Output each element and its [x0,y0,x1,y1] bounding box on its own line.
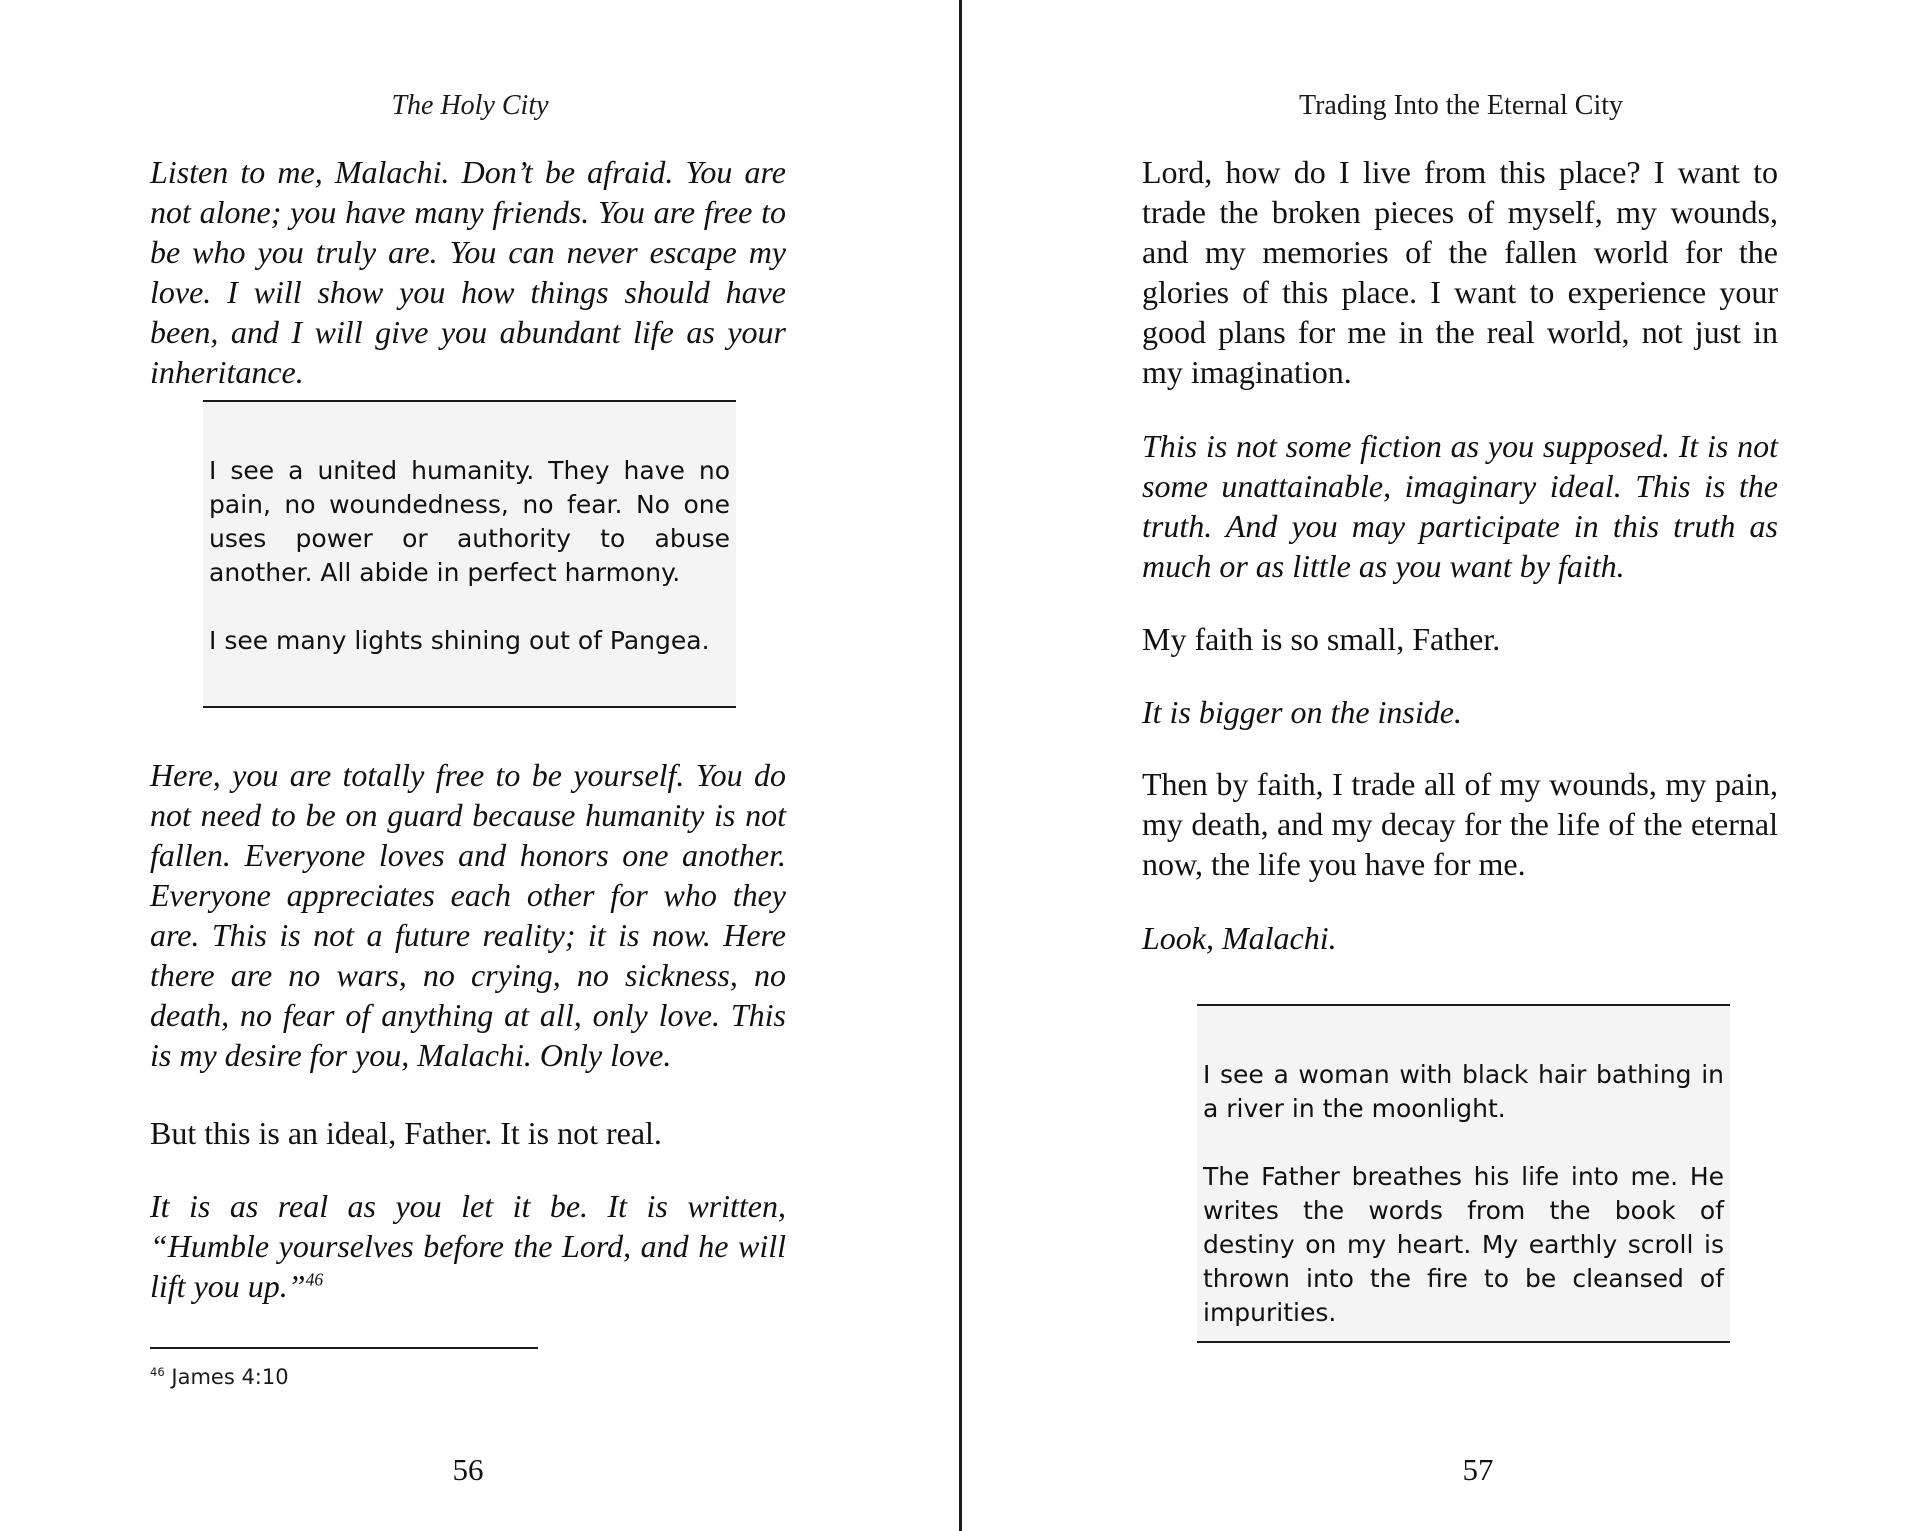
right-paragraph-3: My faith is so small, Father. [1142,621,1501,657]
right-paragraph-1: Lord, how do I live from this place? I want to trade the broken pieces of myself, my wounds, and my memories of the fallen world for the glories of this place. I want to experience your good plans for me in the real world, not just in my imagination. [1142,154,1778,390]
left-page [0,0,959,1531]
right-paragraph-5: Then by faith, I trade all of my wounds, my pain, my death, and my decay for the life of the eternal now, the life you have for me. [1142,766,1778,882]
right-vision-callout [1197,1004,1730,1343]
left-callout-paragraph-2: I see many lights shining out of Pangea. [209,626,710,655]
right-callout-paragraph-2: The Father breathes his life into me. He writes the words from the book of destiny on my heart. My earthly scroll is thrown into the fire to be cleansed of impurities. [1203,1162,1724,1327]
page-number-right: 57 [1462,1452,1494,1487]
left-paragraph-4-text: It is as real as you let it be. It is written, “Humble yourselves before the Lord, and he will lift you up.” [150,1188,786,1304]
left-paragraph-1: Listen to me, Malachi. Don’t be afraid. You are not alone; you have many friends. You are free to be who you truly are. You can never escape my love. I will show you how things should have been, and I will give you abundant life as your inheritance. [150,154,786,390]
footnote-number: 46 [150,1365,165,1379]
left-paragraph-4 [150,1186,786,1306]
footnote-reference: 46 [305,1269,324,1290]
left-callout-paragraph-1: I see a united humanity. They have no pain, no woundedness, no fear. No one uses power or authority to abuse another. All abide in perfect harmony. [209,456,730,587]
left-vision-callout [203,400,736,708]
left-paragraph-2: Here, you are totally free to be yourself. You do not need to be on guard because humanity is not fallen. Everyone loves and honors one another. Everyone appreciates each other for who they are. This is not a future reality; it is now. Here there are no wars, no crying, no sickness, no death, no fear of anything at all, only love. This is my desire for you, Malachi. Only love. [150,757,786,1073]
right-paragraph-2: This is not some fiction as you supposed. It is not some unattainable, imaginary ideal. This is the truth. And you may participate in this truth as much or as little as you want by faith. [1142,428,1778,584]
footnote-divider [150,1347,538,1349]
running-head-left: The Holy City [391,90,549,121]
running-head-right: Trading Into the Eternal City [1298,90,1624,121]
right-paragraph-6: Look, Malachi. [1142,920,1337,956]
right-paragraph-4: It is bigger on the inside. [1142,694,1462,730]
left-paragraph-3: But this is an ideal, Father. It is not real. [150,1115,662,1151]
right-page [961,0,1920,1531]
right-callout-paragraph-1: I see a woman with black hair bathing in a river in the moonlight. [1203,1060,1724,1123]
footnote-text: James 4:10 [171,1365,289,1389]
footnote [150,1362,289,1392]
page-number-left: 56 [452,1452,484,1487]
